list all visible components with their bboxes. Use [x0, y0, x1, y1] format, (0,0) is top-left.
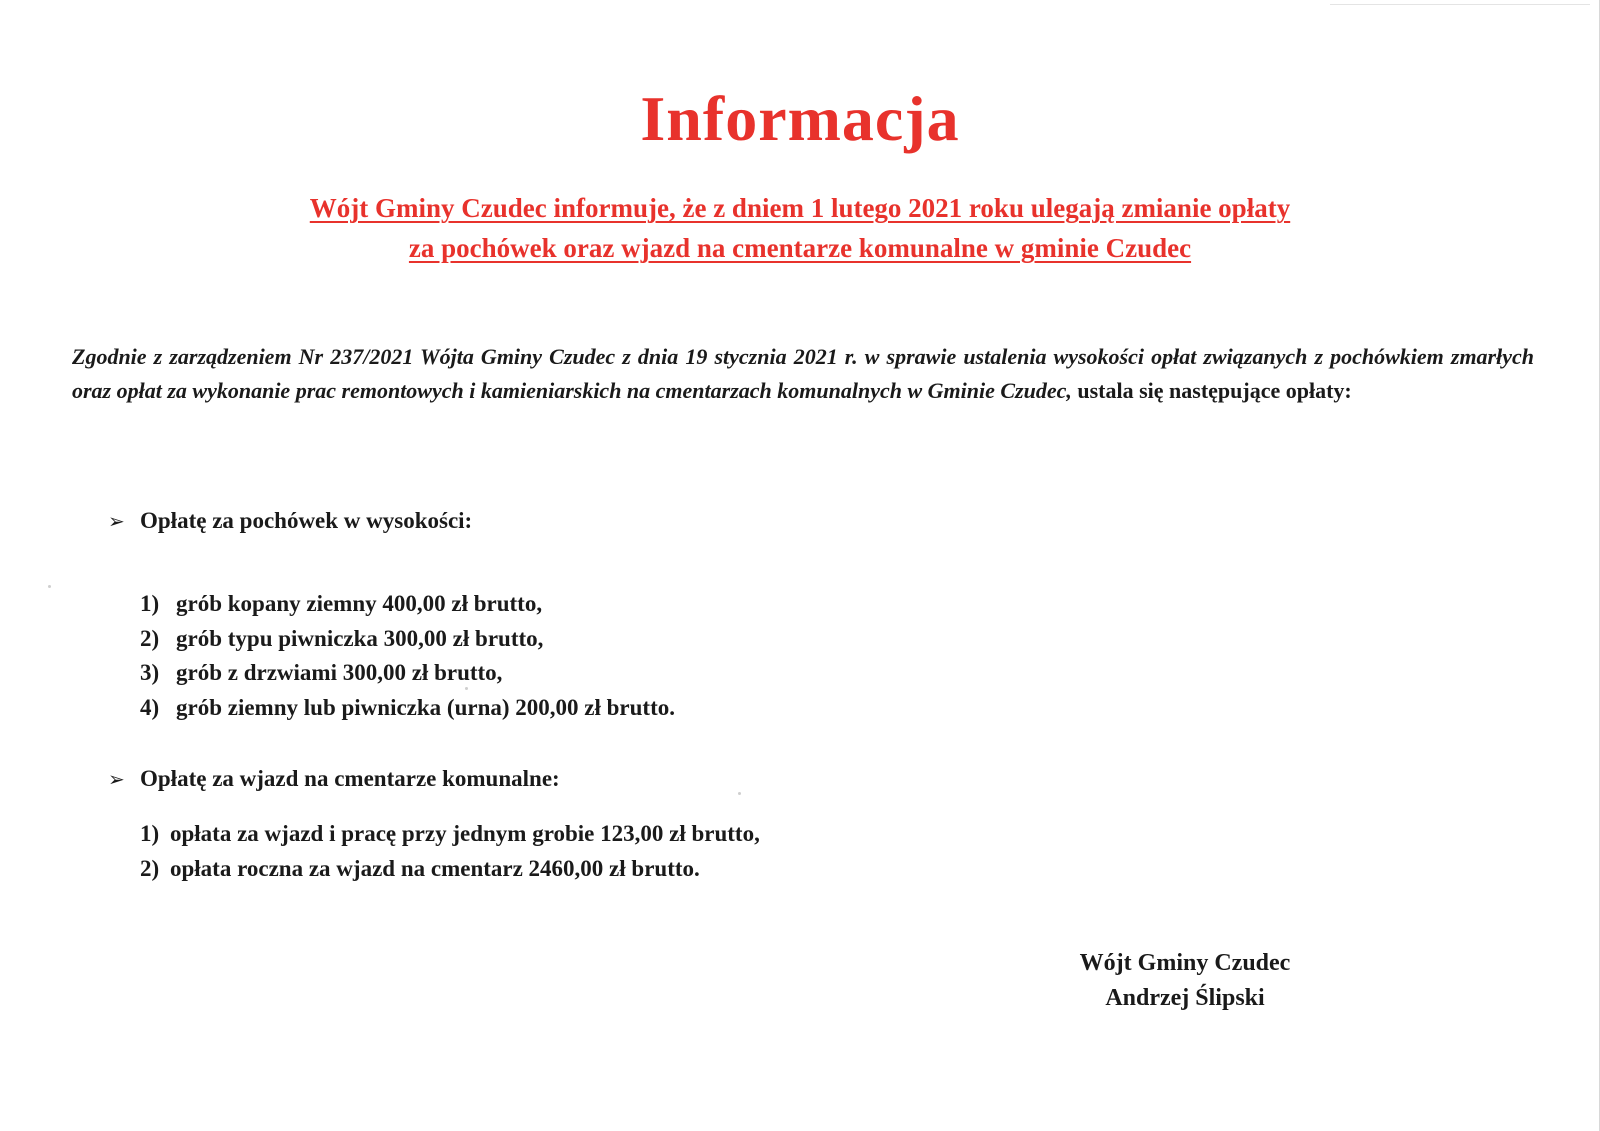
list-item-number: 2)	[140, 625, 160, 651]
scan-speck	[738, 792, 741, 795]
subtitle-line-1: Wójt Gminy Czudec informuje, że z dniem 1 lutego 2021 roku ulegają zmianie opłaty	[309, 193, 1291, 223]
list-item-number: 4)	[140, 694, 160, 720]
list-item-text: grób ziemny lub piwniczka (urna) 200,00 zł brutto.	[176, 694, 675, 720]
intro-regular-text: ustala się następujące opłaty:	[1071, 378, 1352, 403]
scan-speck	[465, 687, 468, 690]
list-item	[140, 691, 675, 726]
list-item-text: grób typu piwniczka 300,00 zł brutto,	[176, 625, 544, 651]
signature-office: Wójt Gminy Czudec	[1079, 950, 1291, 976]
signature-name: Andrzej Ślipski	[1105, 985, 1265, 1011]
scan-edge-top	[1330, 4, 1590, 5]
list-item-text: opłata za wjazd i pracę przy jednym grobie 123,00 zł brutto,	[170, 821, 760, 846]
page-title: Informacja	[640, 83, 960, 154]
list-item	[140, 852, 760, 887]
list-item	[140, 587, 675, 622]
scan-speck	[48, 585, 51, 588]
list-item	[140, 656, 675, 691]
list-item-number: 1)	[140, 821, 160, 846]
subtitle	[200, 188, 1400, 268]
intro-italic-text: Zgodnie z zarządzeniem Nr 237/2021 Wójta Gminy Czudec z dnia 19 stycznia 2021 r. w sprawie ustalenia wysokości opłat związanych z pochówkiem zmarłych oraz opłat za wykonanie prac remontowych i kamieniarskich na cmentarzach komunalnych w Gminie Czudec,	[72, 344, 1534, 403]
arrow-bullet-icon: ➢	[108, 769, 125, 791]
section-heading: Opłatę za pochówek w wysokości:	[140, 508, 473, 533]
list-item	[140, 817, 760, 852]
section-heading: Opłatę za wjazd na cmentarze komunalne:	[140, 766, 560, 791]
list-item-text: grób kopany ziemny 400,00 zł brutto,	[176, 591, 543, 616]
list-item	[140, 622, 675, 657]
entry-fee-list	[140, 817, 760, 886]
signature-block	[1060, 946, 1310, 1016]
list-item-number: 3)	[140, 660, 160, 685]
arrow-bullet-icon: ➢	[108, 511, 125, 533]
list-item-number: 2)	[140, 855, 160, 881]
section-burial-fees	[108, 508, 472, 534]
burial-fee-list	[140, 587, 675, 725]
section-entry-fees	[108, 766, 560, 792]
list-item-text: grób z drzwiami 300,00 zł brutto,	[176, 660, 503, 685]
intro-paragraph	[72, 340, 1534, 408]
list-item-number: 1)	[140, 591, 160, 616]
list-item-text: opłata roczna za wjazd na cmentarz 2460,00 zł brutto.	[170, 855, 700, 881]
subtitle-line-2: za pochówek oraz wjazd na cmentarze komunalne w gminie Czudec	[408, 233, 1192, 263]
